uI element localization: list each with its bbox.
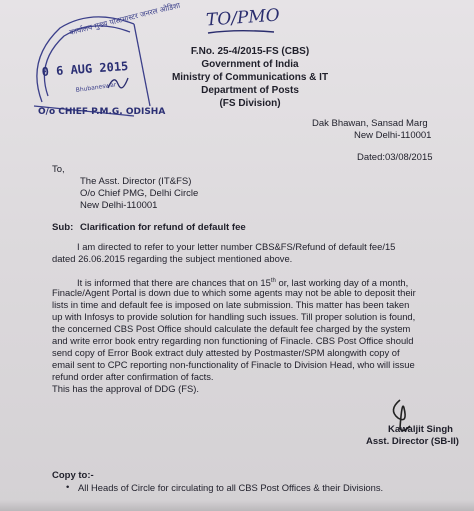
page-fold-shadow	[0, 500, 474, 511]
stamp-office: O/o CHIEF P.M.G. ODISHA	[38, 107, 166, 117]
copy-to-bullet: •	[66, 482, 70, 493]
paragraph-2-line-5: the concerned CBS Post Office should calculate the default fee charged by the system	[52, 323, 411, 334]
header-ministry: Ministry of Communications & IT	[171, 72, 329, 83]
paragraph-2-line-10: This has the approval of DDG (FS).	[52, 383, 199, 394]
paragraph-2-line-9: refund order after confirmation of facts.	[52, 371, 214, 382]
signatory-name: Kawaljit Singh	[388, 424, 453, 435]
copy-to-label: Copy to:-	[52, 470, 94, 481]
paragraph-2-line-1: It is informed that there are chances that on 15th or, last working day of a month,	[77, 277, 409, 289]
stamp-date: 0 6 AUG 2015	[41, 58, 129, 79]
file-number: F.No. 25-4/2015-FS (CBS)	[190, 46, 310, 57]
letter-date: Dated:03/08/2015	[357, 152, 433, 163]
from-address-line2: New Delhi-110001	[354, 130, 432, 141]
header-department: Department of Posts	[201, 85, 299, 96]
paragraph-2-line-2: Finacle/Agent Portal is down due to which some agents may not be able to deposit their	[52, 287, 416, 298]
paragraph-1-line-1: I am directed to refer to your letter number CBS&FS/Refund of default fee/15	[77, 241, 396, 252]
subject-text: Clarification for refund of default fee	[80, 222, 246, 233]
paragraph-2-line-7: send copy of Error Book extract duly attested by Postmaster/SPM alongwith copy of	[52, 347, 400, 358]
handwritten-note: TO/PMO	[205, 5, 281, 31]
paragraph-2-line-6: and write error book entry regarding non functioning of Finacle. CBS Post Office should	[52, 335, 414, 346]
handwritten-underline	[206, 28, 278, 36]
signatory-designation: Asst. Director (SB-II)	[366, 436, 459, 447]
to-line3: New Delhi-110001	[80, 200, 158, 211]
paragraph-2-line-4: up with Infosys to provide solution for handling such issues. Till proper solution is found,	[52, 311, 416, 322]
paragraph-2-line-8: email sent to CPC reporting non-functionality of Finacle to Division Head, who will issue	[52, 359, 415, 370]
stamp-hindi-text: कार्यालय मुख्य पोस्टमास्टर जनरल ओडिशा	[68, 0, 181, 37]
header-government: Government of India	[201, 59, 299, 70]
to-label: To,	[52, 164, 65, 175]
to-line2: O/o Chief PMG, Delhi Circle	[80, 188, 199, 199]
copy-to-item-1: All Heads of Circle for circulating to all CBS Post Offices & their Divisions.	[78, 482, 384, 493]
received-stamp	[22, 0, 181, 118]
subject-label: Sub:	[52, 222, 74, 233]
paragraph-2-line-3: lists in time and default fee is imposed on late submission. This matter has been taken	[52, 299, 410, 310]
from-address-line1: Dak Bhawan, Sansad Marg	[312, 118, 428, 129]
stamp-side-text: Bhubaneswar	[75, 81, 117, 94]
paragraph-1-line-2: dated 26.06.2015 regarding the subject mentioned above.	[52, 253, 293, 264]
to-line1: The Asst. Director (IT&FS)	[80, 176, 192, 187]
header-division: (FS Division)	[219, 98, 281, 109]
